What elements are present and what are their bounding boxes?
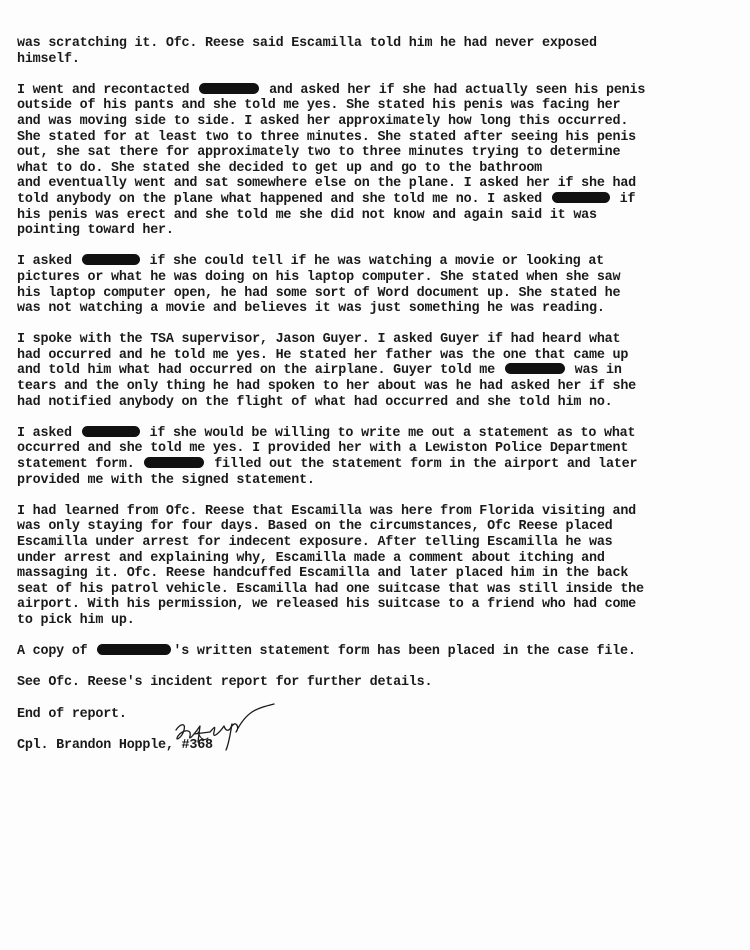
text-line: was only staying for four days. Based on the circumstances, Ofc Reese placed (17, 519, 613, 535)
text-line (17, 254, 745, 270)
text-line: massaging it. Ofc. Reese handcuffed Escamilla and later placed him in the back (17, 566, 629, 582)
text-segment: if (611, 191, 636, 207)
text-line: I had learned from Ofc. Reese that Escamilla was here from Florida visiting and (17, 503, 637, 519)
paragraph-9 (17, 707, 745, 723)
text-line: provided me with the signed statement. (17, 472, 315, 488)
redaction-mark (144, 457, 204, 468)
paragraph-4 (17, 332, 745, 410)
text-segment: filled out the statement form in the airport and later (206, 457, 638, 473)
text-line (17, 644, 745, 660)
text-line: airport. With his permission, we released his suitcase to a friend who had come (17, 597, 637, 613)
text-line: himself. (17, 51, 80, 67)
handwritten-signature (170, 702, 280, 752)
text-line (17, 363, 745, 379)
text-segment: I asked (17, 425, 80, 441)
text-line: See Ofc. Reese's incident report for further details. (17, 675, 433, 691)
text-segment: and asked her if she had actually seen his penis (261, 82, 646, 98)
text-line: was not watching a movie and believes it was just something he was reading. (17, 301, 605, 317)
text-line: and eventually went and sat somewhere else on the plane. I asked her if she had (17, 176, 637, 192)
text-line: I spoke with the TSA supervisor, Jason Guyer. I asked Guyer if had heard what (17, 332, 621, 348)
paragraph-2 (17, 83, 745, 239)
text-line: pointing toward her. (17, 223, 174, 239)
paragraph-7 (17, 644, 745, 660)
paragraph-6 (17, 504, 745, 629)
text-line: to pick him up. (17, 612, 135, 628)
redaction-mark (199, 83, 259, 94)
text-line: under arrest and explaining why, Escamilla made a comment about itching and (17, 550, 605, 566)
signoff (17, 738, 745, 754)
text-line: occurred and she told me yes. I provided her with a Lewiston Police Department (17, 441, 629, 457)
text-line: Escamilla under arrest for indecent exposure. After telling Escamilla he was (17, 535, 613, 550)
text-line: had occurred and he told me yes. He stated her father was the one that came up (17, 347, 629, 363)
paragraph-8 (17, 675, 745, 691)
officer-name: Cpl. Brandon Hopple, #368 (17, 737, 213, 753)
text-line: End of report. (17, 706, 127, 722)
text-line (17, 426, 745, 442)
text-line: what to do. She stated she decided to get up and go to the bathroom (17, 160, 542, 176)
text-line (17, 192, 745, 208)
text-segment: I asked (17, 254, 80, 270)
text-line: had notified anybody on the flight of what had occurred and she told him no. (17, 394, 613, 410)
text-line: outside of his pants and she told me yes. She stated his penis was facing her (17, 98, 621, 114)
text-line: tears and the only thing he had spoken to her about was he had asked her if she (17, 379, 637, 395)
text-segment: if she could tell if he was watching a movie or looking at (141, 254, 604, 270)
text-line (17, 457, 745, 473)
text-segment: was in (566, 363, 622, 379)
paragraph-5 (17, 426, 745, 488)
text-line: and was moving side to side. I asked her approximately how long this occurred. (17, 113, 629, 129)
text-segment: statement form. (17, 457, 143, 473)
redaction-mark (97, 644, 171, 655)
text-line: his penis was erect and she told me she did not know and again said it was (17, 207, 597, 223)
text-segment: and told him what had occurred on the airplane. Guyer told me (17, 363, 503, 379)
redaction-mark (552, 192, 610, 203)
text-line: seat of his patrol vehicle. Escamilla had one suitcase that was still inside the (17, 581, 644, 597)
text-segment: A copy of (17, 644, 96, 660)
text-segment: 's written statement form has been placed in the case file. (173, 644, 636, 660)
text-line: was scratching it. Ofc. Reese said Escamilla told him he had never exposed (17, 36, 597, 51)
text-segment: if she would be willing to write me out a statement as to what (141, 425, 636, 441)
text-segment: I went and recontacted (17, 82, 198, 98)
report-body (17, 36, 745, 769)
text-line: pictures or what he was doing on his laptop computer. She stated when she saw (17, 269, 621, 285)
redaction-mark (82, 426, 140, 437)
paragraph-3 (17, 254, 745, 316)
text-line (17, 83, 745, 99)
text-line: She stated for at least two to three minutes. She stated after seeing his penis (17, 129, 637, 145)
redaction-mark (82, 254, 140, 265)
paragraph-1 (17, 36, 745, 67)
redaction-mark (505, 363, 565, 374)
text-segment: told anybody on the plane what happened and she told me no. I asked (17, 191, 550, 207)
text-line: out, she sat there for approximately two to three minutes trying to determine (17, 145, 621, 161)
text-line: his laptop computer open, he had some sort of Word document up. She stated he (17, 285, 621, 301)
